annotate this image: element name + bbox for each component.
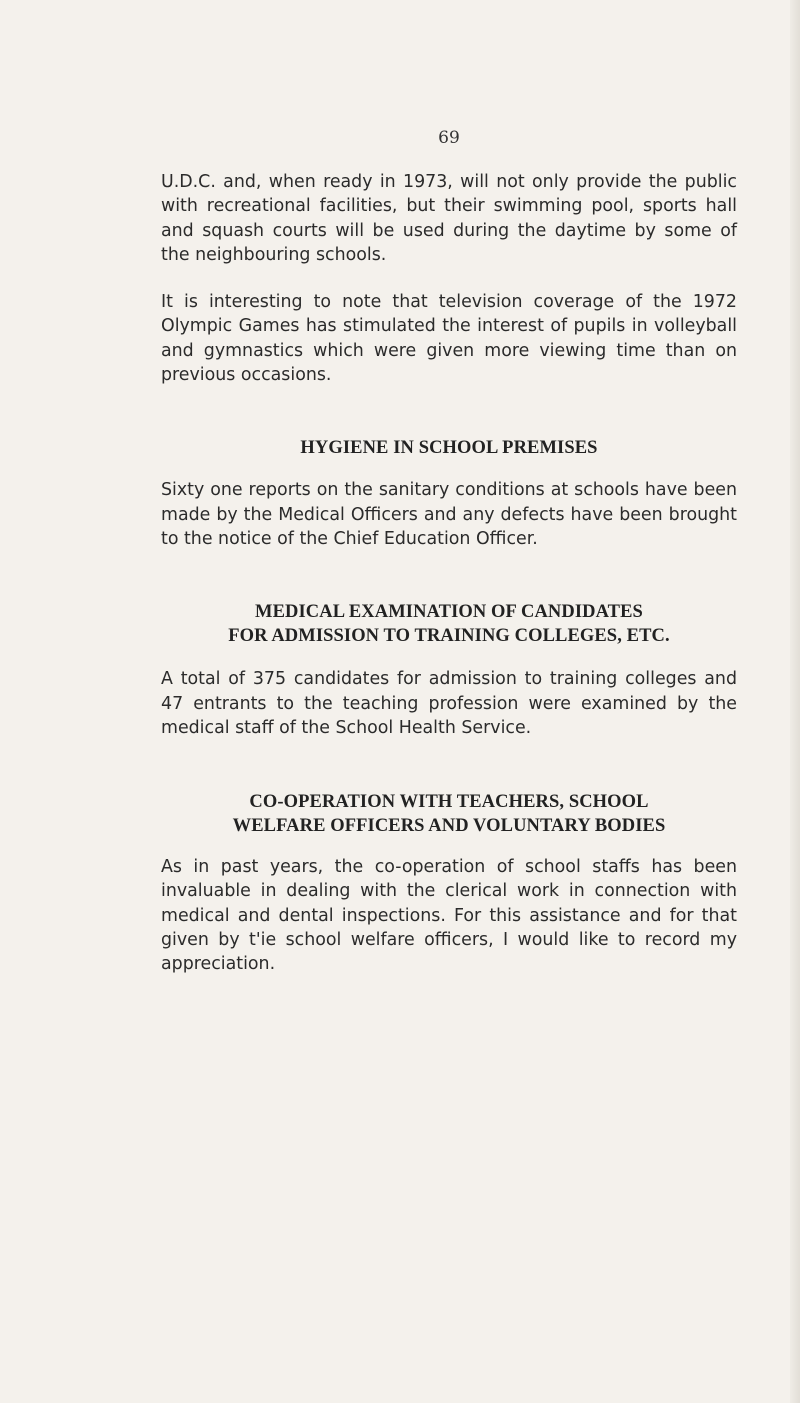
heading-medical-examination [161,600,737,648]
heading-medical-line1: MEDICAL EXAMINATION OF CANDIDATES [255,602,643,623]
paragraph-cooperation: As in past years, the co-operation of school staffs has been invaluable in dealing with the clerical work in connection with medical and dental inspections. For this assistance and for that given by t'ie school welfare officers, I would like to record my appreciation. [161,857,737,975]
paragraph-medical: A total of 375 candidates for admission to training colleges and 47 entrants to the teaching profession were examined by the medical staff of the School Health Service. [161,669,737,738]
heading-cooperation-line2: WELFARE OFFICERS AND VOLUNTARY BODIES [232,816,666,837]
heading-cooperation [161,790,737,838]
heading-cooperation-line1: CO-OPERATION WITH TEACHERS, SCHOOL [249,792,649,813]
document-page [161,128,737,977]
paragraph-intro: U.D.C. and, when ready in 1973, will not only provide the public with recreational facilities, but their swimming pool, sports hall and squash courts will be used during the daytime by some of the neighbouring schools. [161,172,737,265]
heading-hygiene: HYGIENE IN SCHOOL PREMISES [300,438,598,459]
paragraph-olympics: It is interesting to note that television coverage of the 1972 Olympic Games has stimulated the interest of pupils in volleyball and gymnastics which were given more viewing time than on previous occasions. [161,292,737,386]
paragraph-hygiene: Sixty one reports on the sanitary conditions at schools have been made by the Medical Officers and any defects have been brought to the notice of the Chief Education Officer. [161,480,737,549]
page-number: 69 [438,128,460,148]
page-edge-shadow [790,0,800,1403]
heading-medical-line2: FOR ADMISSION TO TRAINING COLLEGES, ETC. [228,626,670,647]
